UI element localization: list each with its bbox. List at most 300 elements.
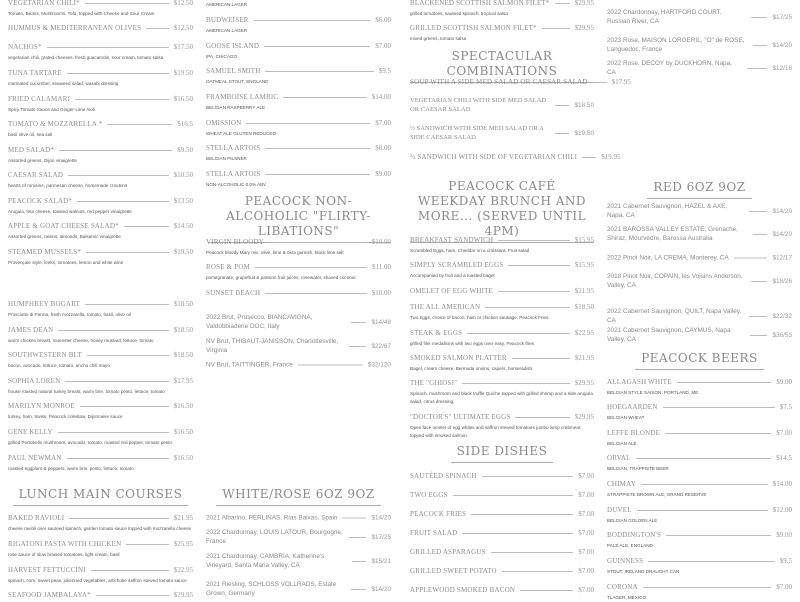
item-description: Peacock bloody Mary mix, olive, lime & okra garnish, black lime salt — [206, 250, 344, 255]
item-price: $17.95 — [173, 377, 193, 385]
leader-line — [750, 335, 768, 336]
item-price: $18.50 — [574, 101, 594, 109]
item-name: BREAKFAST SANDWICH — [410, 236, 494, 244]
item-price: $10.50 — [173, 171, 193, 179]
menu-item — [410, 96, 594, 114]
section-title: PEACOCK BEERS — [635, 351, 764, 370]
leader-line — [91, 570, 169, 571]
leader-line — [77, 201, 169, 202]
leader-line — [298, 365, 363, 366]
item-name: CHIMAY — [607, 480, 636, 488]
leader-line — [542, 28, 570, 29]
section-heading — [206, 194, 391, 243]
leader-line — [641, 484, 768, 485]
menu-item — [607, 254, 792, 263]
item-price: $18/26 — [772, 277, 792, 285]
item-name: TOMATO & MOZZARELLA * — [8, 120, 103, 128]
item-description: BELGIAN ALE — [607, 441, 637, 446]
menu-item — [206, 16, 391, 24]
item-description: rose sauce of slow braised tomatoes, light cream, basil — [8, 552, 120, 557]
menu-item — [410, 287, 594, 295]
item-price: $17.95 — [611, 78, 631, 86]
item-price: $7.00 — [375, 119, 391, 127]
item-name: 2023 Rose, MAISON LORGERIL, "O" de ROSE, Languedoc, France — [607, 37, 745, 53]
leader-line — [58, 432, 169, 433]
item-name: HOEGAARDEN — [607, 403, 658, 411]
item-description: Tomato, Beans, Mushrooms, Tofu, topped with Cheese and Sour Cream — [8, 11, 155, 16]
item-price: $7.00 — [578, 472, 594, 480]
menu-item — [607, 307, 792, 325]
leader-line — [351, 322, 366, 323]
leader-line — [593, 82, 607, 83]
leader-line — [485, 307, 570, 308]
leader-line — [749, 211, 767, 212]
leader-line — [747, 68, 767, 69]
item-price: $29.95 — [574, 413, 594, 421]
item-description: IPA, CHICAGO — [206, 54, 238, 59]
item-price: $10.00 — [371, 289, 391, 297]
menu-item — [410, 236, 594, 244]
section-heading — [607, 178, 792, 199]
leader-line — [75, 99, 169, 100]
leader-line — [352, 561, 366, 562]
menu-item — [410, 124, 594, 142]
menu-item — [607, 506, 792, 514]
menu-item — [410, 548, 594, 556]
leader-line — [734, 258, 768, 259]
menu-item — [410, 354, 594, 362]
menu-item — [8, 171, 193, 179]
item-price: $36/55 — [772, 331, 792, 339]
menu-item — [607, 378, 792, 386]
item-price: $21.95 — [574, 287, 594, 295]
menu-item — [410, 303, 594, 311]
menu-item — [206, 552, 391, 570]
item-name: NV Brut, THIBAUT-JANISSON, Charlottesville, Virginia — [206, 338, 339, 354]
section-title: PEACOCK CAFÉ WEEKDAY BRUNCH AND MORE... (SERVED UNTIL 4PM) — [410, 179, 594, 243]
leader-line — [85, 304, 169, 305]
item-description: OATMEAL STOUT, ENGLAND — [206, 79, 269, 84]
item-price: $7.00 — [776, 429, 792, 437]
leader-line — [86, 252, 169, 253]
section-title: SPECTACULAR COMBINATIONS — [410, 49, 594, 83]
item-name: BLACKENED SCOTTISH SALMON FILET* — [410, 0, 550, 7]
leader-line — [643, 587, 771, 588]
item-name: 2021 Riesling, SCHLOSS VOLLRADS, Estate Grown, Germany — [206, 581, 337, 597]
menu-item — [206, 337, 391, 355]
item-price: $12.50 — [173, 24, 193, 32]
menu-item — [8, 24, 193, 32]
leader-line — [124, 226, 169, 227]
item-description: mixed greens, tomato salsa — [410, 36, 467, 41]
item-description: BELGIAN WHEAT — [607, 415, 645, 420]
item-name: ½ SANDWICH WITH SIDE OF VEGETARIAN CHILI — [410, 153, 578, 161]
item-price: $22.95 — [574, 329, 594, 337]
leader-line — [482, 476, 574, 477]
leader-line — [146, 28, 169, 29]
menu-item — [8, 300, 193, 308]
item-description: BELGIAN PILSNER — [206, 156, 247, 161]
leader-line — [96, 595, 169, 596]
item-name: CORONA — [607, 583, 638, 591]
item-price: $21.95 — [173, 514, 193, 522]
leader-line — [265, 293, 367, 294]
item-description: grilled filet medallions with two eggs over easy, Peacock fries — [410, 341, 535, 346]
item-name: SOUTHWESTERN BLT — [8, 351, 82, 359]
menu-item — [206, 289, 391, 297]
menu-item — [206, 144, 391, 152]
item-name: VEGETARIAN CHILI* — [8, 0, 80, 7]
leader-line — [666, 535, 771, 536]
menu-item — [410, 413, 594, 421]
item-name: TUNA TARTARE — [8, 69, 62, 77]
item-description: house roasted natural turkey breast, warm brie, tomato pesto, lettuce, tomato — [8, 389, 165, 394]
item-price: $14/20 — [772, 230, 792, 238]
menu-item — [8, 146, 193, 154]
menu-item — [8, 248, 193, 256]
menu-item — [8, 514, 193, 522]
item-name: STEAMED MUSSELS* — [8, 248, 82, 256]
item-description: Bagel, cream cheese, Bermuda onions, capers, horseradish. — [410, 366, 534, 371]
item-name: ORVAL — [607, 454, 631, 462]
item-price: $14.50 — [173, 222, 193, 230]
menu-item — [410, 567, 594, 575]
menu-item — [607, 429, 792, 437]
item-name: 2022 Cabernet Sauvignon, QUILT, Napa Valley, CA — [607, 308, 742, 324]
menu-item — [8, 0, 193, 7]
item-name: 2022 Rose, DECOY by DUCKHORN, Napa, CA — [607, 60, 732, 76]
item-name: 2022 Pinot Noir, LA CREMA, Monterey, CA — [607, 254, 729, 262]
item-price: $7.00 — [578, 567, 594, 575]
item-price: $7.00 — [578, 548, 594, 556]
item-description: grilled tomatoes, sauteed spinach, tropical salsa — [410, 11, 508, 16]
menu-item — [410, 153, 621, 161]
leader-line — [351, 589, 366, 590]
leader-line — [107, 124, 172, 125]
menu-item — [8, 566, 193, 574]
item-description: PALE ALE, ENGLAND — [607, 543, 653, 548]
item-description: Two eggs, choice of bacon, ham or chicken sausage, Peacock Fries. — [410, 315, 550, 320]
item-name: GRILLED SWEET POTATO — [410, 567, 497, 575]
leader-line — [255, 267, 367, 268]
menu-item — [607, 531, 792, 539]
leader-line — [85, 3, 169, 4]
item-price: $29.95 — [574, 24, 594, 32]
item-description: BELGIAN, TRAPPISTE BEER — [607, 466, 669, 471]
item-name: THE "GHIOSI" — [410, 379, 458, 387]
leader-line — [462, 383, 570, 384]
item-description: BELGIAN GOLDEN ALE — [607, 518, 658, 523]
item-price: $21.95 — [574, 354, 594, 362]
item-price: $12/17 — [772, 254, 792, 262]
menu-item — [206, 93, 391, 101]
menu-item — [607, 225, 792, 243]
leader-line — [126, 544, 168, 545]
leader-line — [47, 47, 169, 48]
item-price: $7.00 — [578, 491, 594, 499]
item-name: PEACOCK FRIES — [410, 510, 467, 518]
item-description: Arugula, feta cheese, toasted walnuts, red pepper vinaigrette — [8, 209, 132, 214]
item-name: 2018 Pinot Noir, COPAIN, les Voisins Anderson, Valley, CA — [607, 273, 743, 289]
item-name: 2021 Cabernet Sauvignon, HAZEL & AXE, Napa, CA — [607, 203, 728, 219]
item-price: $16.50 — [173, 402, 193, 410]
menu-item — [607, 326, 792, 344]
menu-item — [607, 454, 792, 462]
menu-item — [8, 120, 193, 128]
item-price: $9.00 — [375, 170, 391, 178]
menu-item — [410, 586, 594, 594]
item-description: Provençale style, leeks, tomatoes, lemon and white wine — [8, 260, 124, 265]
item-name: TWO EGGS — [410, 491, 448, 499]
item-name: NV Brut, TAITTINGER, France — [206, 361, 293, 369]
item-price: $9.5 — [779, 557, 792, 565]
leader-line — [555, 3, 570, 4]
leader-line — [663, 407, 775, 408]
item-price: $18.50 — [173, 300, 193, 308]
item-name: FRIED CALAMARI — [8, 95, 71, 103]
leader-line — [68, 175, 169, 176]
leader-line — [751, 281, 768, 282]
item-name: VEGETARIAN CHILI WITH SIDE MED SALAD OR CAESAR SALAD — [410, 97, 547, 113]
item-price: $12/18 — [772, 64, 792, 72]
item-description: Spinach, mushroom and black truffle Quiche topped with grilled shrimp and a side arugula salad, citrus dressing. — [410, 391, 593, 404]
item-name: 2022 Chardonnay, HARTFORD COURT, Russian River, CA — [607, 9, 722, 25]
menu-item — [607, 272, 792, 290]
item-description: STOUT, IRELAND DRAUGHT CAN — [607, 569, 680, 574]
leader-line — [87, 355, 169, 356]
item-name: NACHOS* — [8, 43, 42, 51]
item-price: $14/20 — [772, 41, 792, 49]
leader-line — [751, 17, 768, 18]
item-name: SOPHIA LOREN — [8, 377, 61, 385]
menu-item — [607, 583, 792, 591]
item-price: $18.50 — [173, 351, 193, 359]
menu-item — [410, 510, 594, 518]
menu-item — [607, 36, 792, 54]
item-description: BELGIAN STYLE SAISON, PORTLAND, ME — [607, 390, 699, 395]
item-name: SAUTÉED SPINACH — [410, 472, 477, 480]
item-description: bacon, avocado, lettuce, tomato, ancho chili mayo — [8, 363, 110, 368]
item-description: marinated cucumber, seaweed salad, wasabi dressing — [8, 81, 119, 86]
leader-line — [67, 73, 169, 74]
item-name: MARILYN MONROE — [8, 402, 75, 410]
item-name: STELLA ARTOIS — [206, 170, 261, 178]
leader-line — [753, 234, 767, 235]
item-name: ½ SANDWICH WITH SIDE MED SALAD OR A SIDE CAESAR SALAD — [410, 125, 544, 141]
item-description: NON-ALCOHOLIC 0.0% ABV — [206, 182, 267, 187]
item-name: DUVEL — [607, 506, 632, 514]
leader-line — [462, 533, 573, 534]
item-description: hearts of romaine, parmesan cheese, homemade croutons — [8, 183, 128, 188]
menu-item — [410, 472, 594, 480]
item-name: 2021 Albarino, PERLINAS, Rias Baixas, Spain — [206, 514, 338, 522]
menu-item — [206, 361, 391, 370]
item-description: STRAPPISTE BROWN ALE, GRAND RESERVE — [607, 492, 707, 497]
item-price: $10.00 — [371, 238, 391, 246]
item-name: HUMMUS & MEDITERRANEAN OLIVES — [8, 24, 142, 32]
menu-item — [410, 491, 594, 499]
menu-item — [607, 403, 792, 411]
menu-item — [8, 351, 193, 359]
item-description: AMERICAN LAGER — [206, 28, 248, 33]
item-price: $17.50 — [173, 43, 193, 51]
item-name: PAUL NEWMAN — [8, 454, 62, 462]
menu-item — [410, 24, 594, 32]
item-name: SOUP WITH A SIDE MED SALAD OR CAESAR SALAD — [410, 78, 588, 86]
menu-item — [206, 528, 391, 546]
item-price: $25.95 — [173, 540, 193, 548]
leader-line — [265, 148, 370, 149]
section-heading — [410, 442, 594, 463]
item-price: $16.50 — [173, 454, 193, 462]
item-description: TLAGER, MEXICO — [607, 595, 647, 600]
menu-item — [607, 480, 792, 488]
item-name: 2021 Chardonnay, CAMBRIA, Katherine's Vineyard, Santa Maria Valley, CA — [206, 553, 325, 569]
item-price: $17/25 — [772, 13, 792, 21]
leader-line — [65, 381, 168, 382]
item-name: GENE KELLY — [8, 428, 53, 436]
item-description: spinach, corn, sweet peas, julienned vegetables, artichoke saffron stewed tomato sauce — [8, 578, 187, 583]
menu-item — [8, 222, 193, 230]
menu-item — [206, 170, 391, 178]
leader-line — [264, 46, 370, 47]
item-description: Scrambled Eggs, ham, Cheddar on a croissant, Fruit salad — [410, 248, 530, 253]
menu-item — [410, 329, 594, 337]
item-description: pomegranate, grapefruit & passion fruit juices, rosewater, shaved coconut — [206, 275, 356, 280]
menu-item — [410, 78, 631, 86]
leader-line — [753, 45, 768, 46]
item-price: $9.00 — [776, 531, 792, 539]
menu-item — [206, 238, 391, 246]
item-description: Prosciutto di Parma, fresh mozzarella, tomato, basil, olive oil — [8, 312, 131, 317]
leader-line — [59, 150, 172, 151]
item-price: $19.95 — [601, 153, 621, 161]
item-price: $15/21 — [371, 557, 391, 565]
menu-item — [8, 197, 193, 205]
section-heading — [410, 179, 594, 243]
menu-item — [607, 8, 792, 26]
leader-line — [67, 458, 169, 459]
item-name: STEAK & EGGS — [410, 329, 463, 337]
section-heading — [607, 349, 792, 370]
menu-item — [8, 428, 193, 436]
menu-item — [410, 379, 594, 387]
section-title: LUNCH MAIN COURSES — [13, 487, 189, 506]
item-name: APPLEWOOD SMOKED BACON — [410, 586, 516, 594]
menu-item — [8, 591, 193, 599]
item-name: SAMUEL SMITH — [206, 67, 261, 75]
leader-line — [637, 510, 768, 511]
leader-line — [349, 346, 367, 347]
leader-line — [636, 458, 772, 459]
item-name: BUDWEISER — [206, 16, 249, 24]
item-price: $22/32 — [772, 312, 792, 320]
menu-item — [206, 580, 391, 598]
item-price: $7.5 — [779, 403, 792, 411]
item-price: $14.00 — [371, 93, 391, 101]
item-price: $22.95 — [173, 566, 193, 574]
leader-line — [269, 242, 367, 243]
menu-item — [206, 67, 391, 75]
leader-line — [254, 20, 371, 21]
item-price: $9.50 — [177, 146, 193, 154]
item-price: $16.50 — [173, 428, 193, 436]
item-price: $6.00 — [375, 16, 391, 24]
leader-line — [265, 174, 370, 175]
item-price: $15.95 — [574, 261, 594, 269]
leader-line — [648, 561, 775, 562]
item-name: SEAFOOD JAMBALAYA* — [8, 591, 91, 599]
item-price: $14/20 — [772, 207, 792, 215]
leader-line — [58, 330, 168, 331]
leader-line — [749, 316, 768, 317]
leader-line — [342, 518, 366, 519]
item-price: $29.95 — [574, 0, 594, 7]
item-price: $19.50 — [173, 248, 193, 256]
item-price: $13.50 — [173, 197, 193, 205]
menu-item — [410, 261, 594, 269]
item-name: 2021 Cabernet Sauvignon, CAYMUS, Napa Valley, CA — [607, 327, 731, 343]
item-name: SMOKED SALMON PLATTER — [410, 354, 507, 362]
leader-line — [498, 291, 570, 292]
item-name: OMISSION — [206, 119, 242, 127]
leader-line — [349, 537, 366, 538]
item-price: $14.5 — [776, 454, 792, 462]
menu-column — [607, 0, 792, 600]
menu-item — [206, 313, 391, 331]
menu-column — [8, 0, 193, 600]
leader-line — [491, 552, 574, 553]
item-name: FRUIT SALAD — [410, 529, 458, 537]
item-name: SUNSET BEACH — [206, 289, 261, 297]
leader-line — [453, 495, 574, 496]
item-description: grilled Portobello mushroom, avocado, tomato, roasted red pepper, tomato pesto — [8, 440, 172, 445]
item-description: AMERICAN LAGER — [206, 2, 248, 7]
item-price: $11.00 — [372, 263, 391, 271]
section-title: SIDE DISHES — [451, 444, 554, 463]
item-name: ROSE & POM — [206, 263, 251, 271]
leader-line — [80, 406, 169, 407]
menu-item — [8, 43, 193, 51]
menu-item — [607, 202, 792, 220]
item-name: PEACOCK SALAD* — [8, 197, 73, 205]
leader-line — [69, 518, 168, 519]
item-price: $14/20 — [371, 514, 391, 522]
item-description: roasted eggplant & peppers, warm brie, pesto, lettuce, tomato — [8, 466, 134, 471]
leader-line — [467, 333, 570, 334]
item-price: $9.5 — [378, 67, 391, 75]
item-description: Assorted greens, raisins, almonds, Balsamic vinaigrette — [8, 234, 121, 239]
item-description: basil olive oil, sea salt — [8, 132, 53, 137]
item-name: OMELET OF EGG WHITE — [410, 287, 494, 295]
item-name: "DOCTOR'S" ULTIMATE EGGS — [410, 413, 511, 421]
item-price: $18.50 — [574, 303, 594, 311]
menu-item — [8, 540, 193, 548]
item-name: GOOSE ISLAND — [206, 42, 260, 50]
item-price: $19.50 — [173, 69, 193, 77]
item-price: $19.50 — [574, 129, 594, 137]
item-price: $14.00 — [772, 480, 792, 488]
item-name: MED SALAD* — [8, 146, 55, 154]
item-name: RIGATONI PASTA WITH CHICKEN — [8, 540, 122, 548]
item-description: cheese ravioli over sauteed spinach, garden tomato sauce topped with mozzarella cheese — [8, 526, 192, 531]
item-description: WHEAT ALE GLUTEN REDUCED — [206, 131, 276, 136]
item-price: $22/67 — [371, 342, 391, 350]
item-price: $32/120 — [367, 361, 391, 369]
item-price: $14/48 — [371, 318, 391, 326]
item-price: $15.95 — [574, 236, 594, 244]
item-name: HUMPHREY BOGART — [8, 300, 81, 308]
